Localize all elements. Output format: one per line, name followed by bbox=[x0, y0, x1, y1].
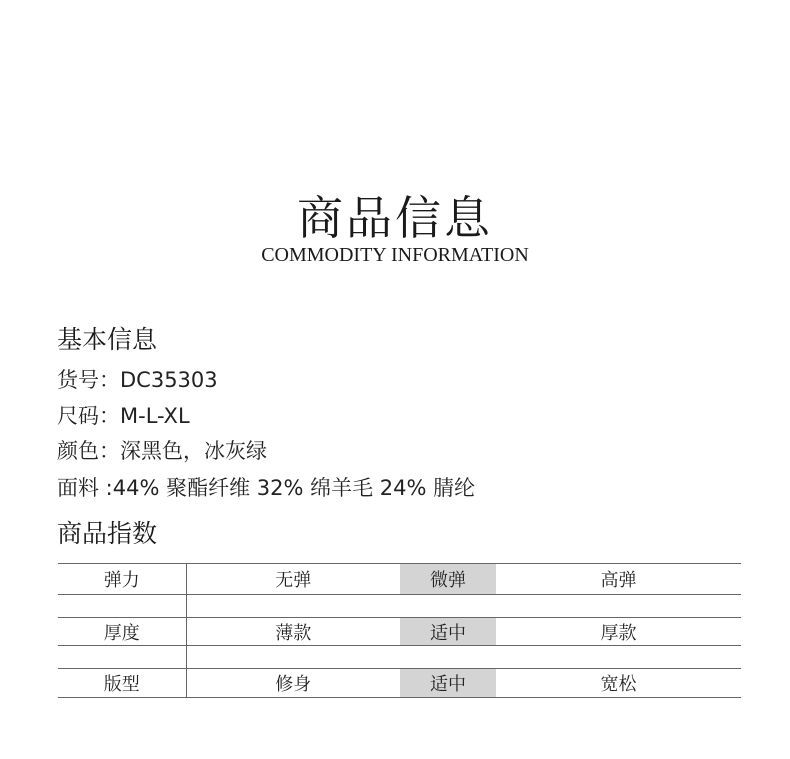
option-cell: 厚款 bbox=[496, 618, 741, 646]
spacer-cell bbox=[186, 646, 741, 669]
option-cell: 薄款 bbox=[186, 618, 400, 646]
index-row-elasticity bbox=[58, 564, 741, 595]
option-cell: 修身 bbox=[186, 669, 400, 698]
index-row-fit bbox=[58, 669, 741, 698]
index-row-thickness bbox=[58, 618, 741, 646]
option-cell-selected: 适中 bbox=[400, 618, 496, 646]
option-cell: 无弹 bbox=[186, 564, 400, 595]
spacer-cell bbox=[58, 646, 186, 669]
option-cell-selected: 微弹 bbox=[400, 564, 496, 595]
item-number: 货号：DC35303 bbox=[57, 368, 218, 392]
row-label: 厚度 bbox=[58, 618, 186, 646]
row-label: 版型 bbox=[58, 669, 186, 698]
product-index-table bbox=[58, 563, 741, 698]
option-cell: 高弹 bbox=[496, 564, 741, 595]
spacer-cell bbox=[186, 595, 741, 618]
product-index-heading: 商品指数 bbox=[57, 519, 158, 548]
basic-info-heading: 基本信息 bbox=[57, 325, 158, 354]
fabric-info: 面料 :44% 聚酯纤维 32% 绵羊毛 24% 腈纶 bbox=[57, 476, 476, 500]
color-info: 颜色：深黑色，冰灰绿 bbox=[57, 439, 267, 463]
option-cell: 宽松 bbox=[496, 669, 741, 698]
page-title-en: COMMODITY INFORMATION bbox=[261, 244, 529, 266]
size-info: 尺码：M-L-XL bbox=[57, 404, 190, 428]
table-spacer-row bbox=[58, 646, 741, 669]
option-cell-selected: 适中 bbox=[400, 669, 496, 698]
page-title-cn: 商品信息 bbox=[297, 191, 493, 245]
table-spacer-row bbox=[58, 595, 741, 618]
row-label: 弹力 bbox=[58, 564, 186, 595]
spacer-cell bbox=[58, 595, 186, 618]
